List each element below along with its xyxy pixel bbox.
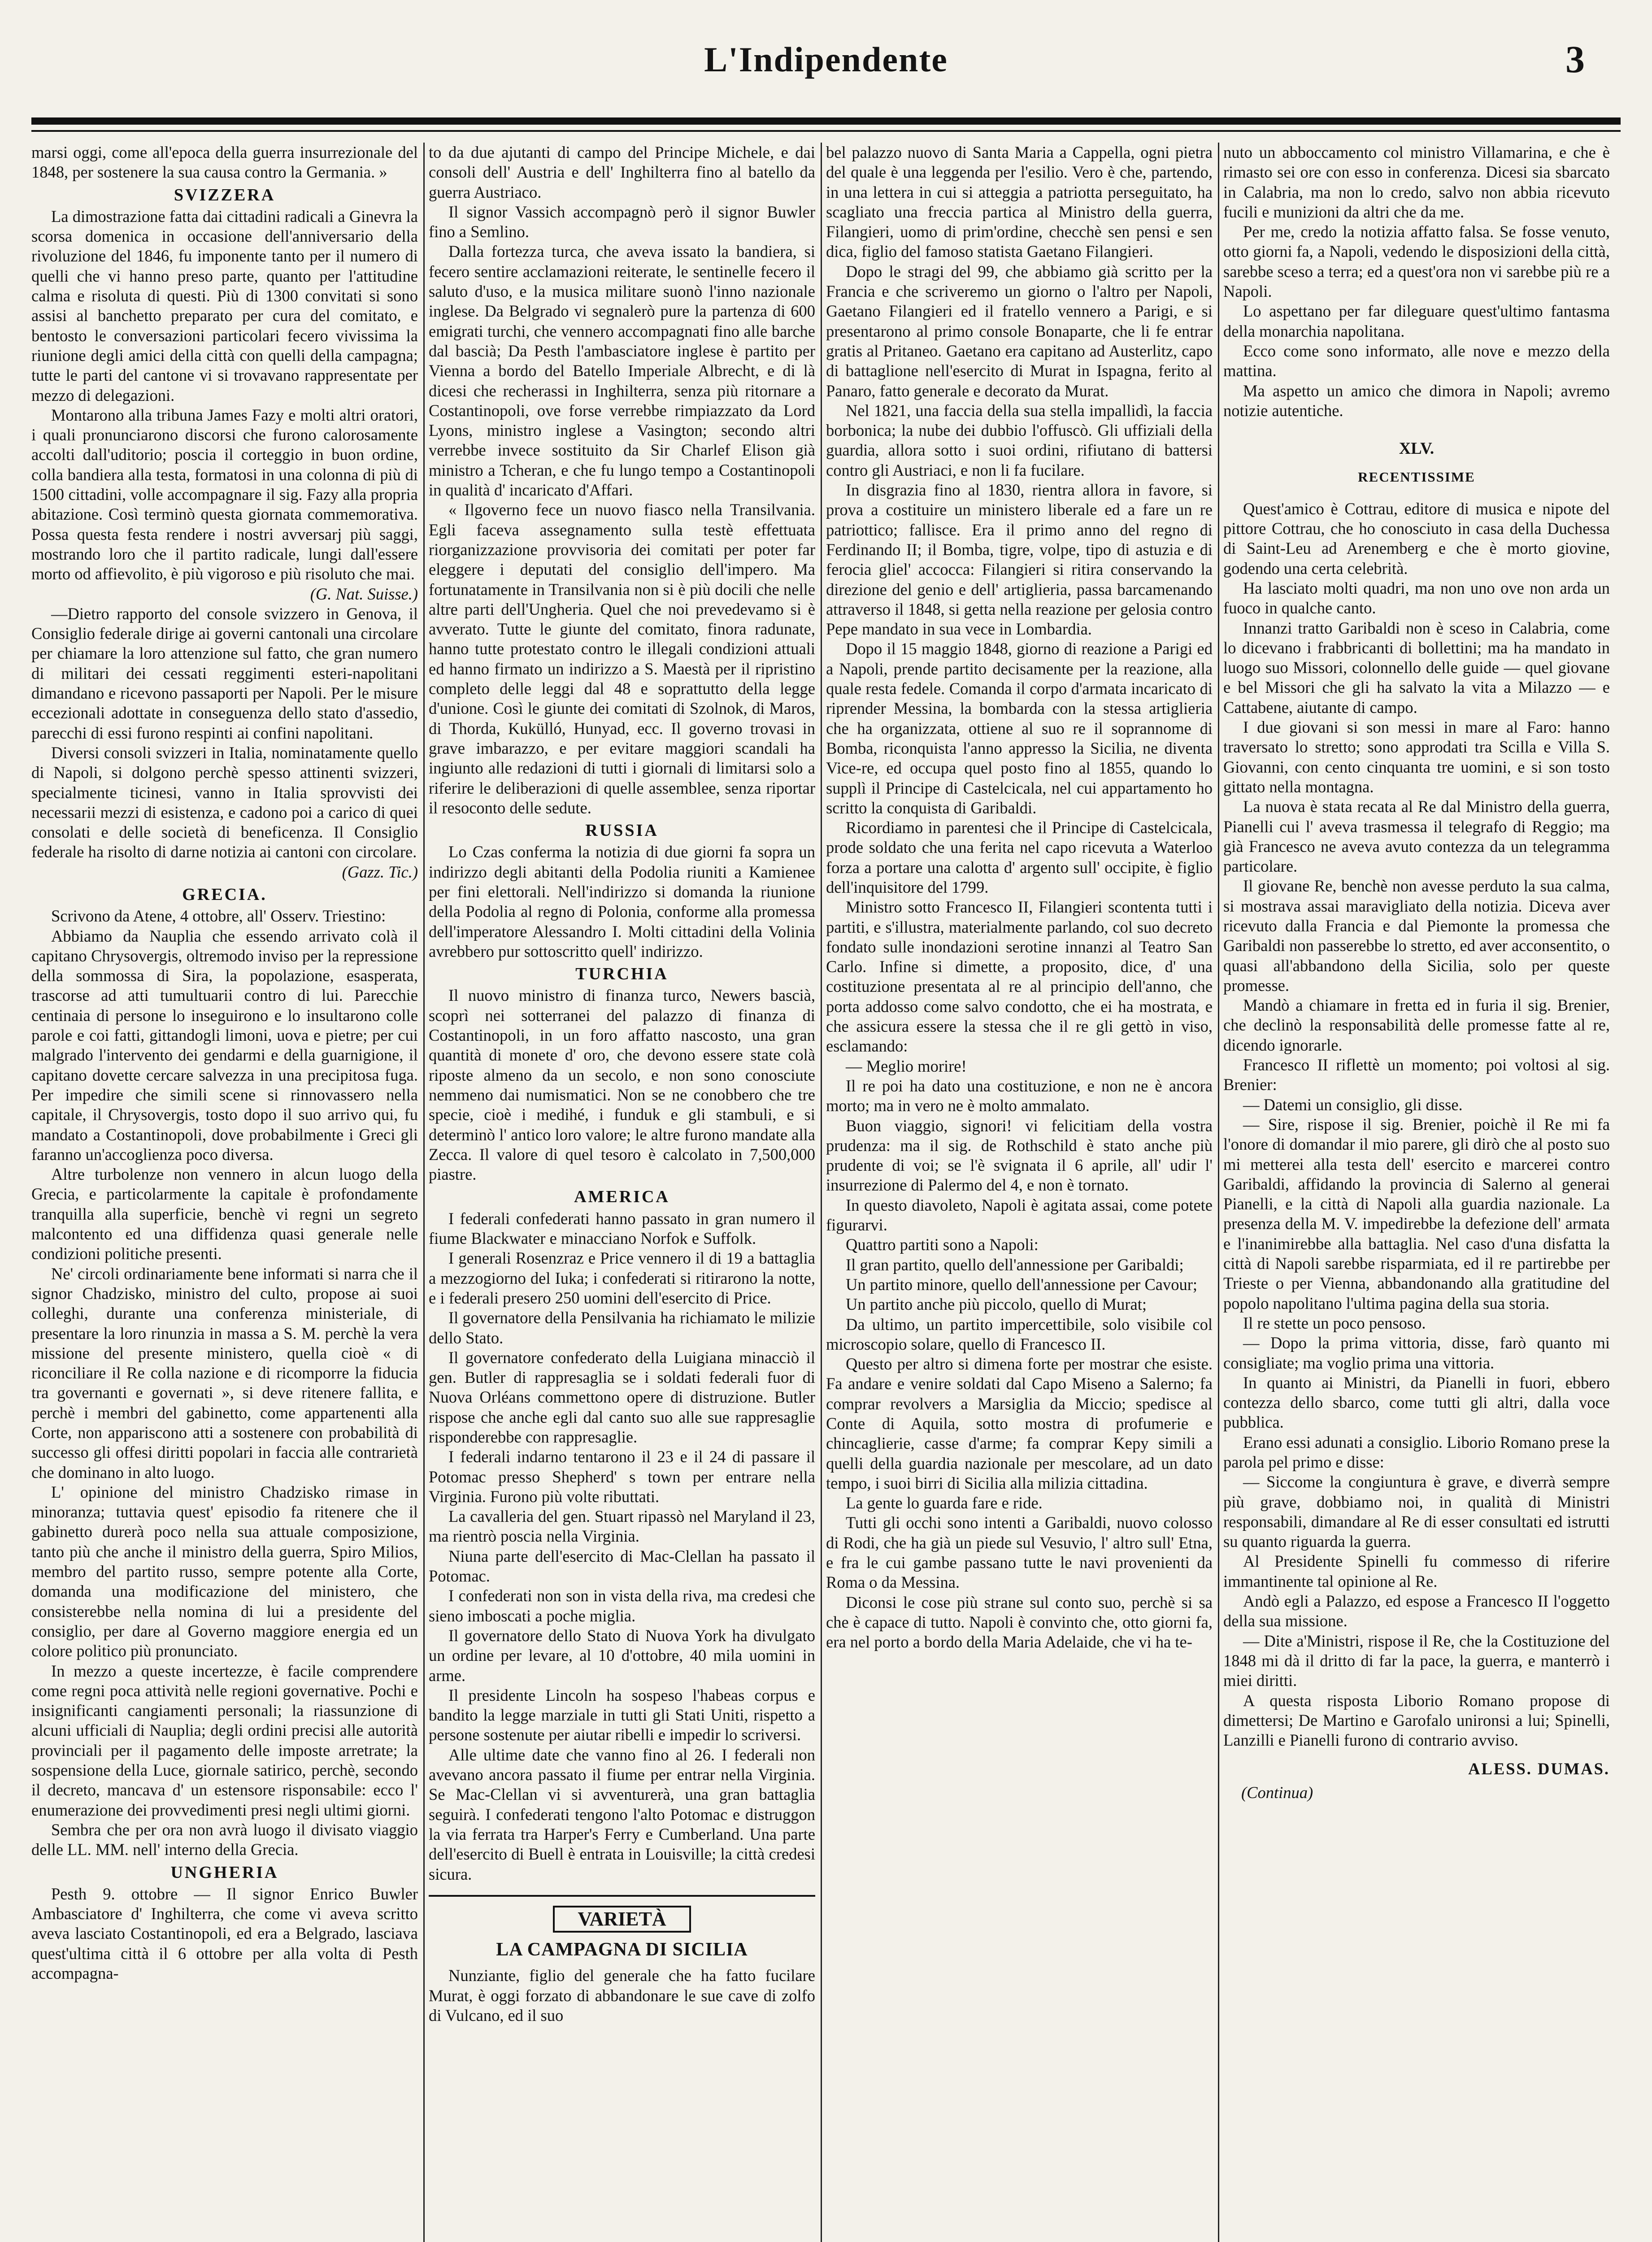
paragraph: bel palazzo nuovo di Santa Maria a Cappella, ogni pietra del quale è una leggenda per l'esilio. Vero è che, partendo, in una lettera in cui si atteggia a patriotta perseguitato, ha scagliato una freccia partica al Ministro della guerra, Filangieri, uomo di prim'ordine, checchè sen pensi e sen dica, figlio del famoso statista Gaetano Filangieri. <box>826 143 1213 261</box>
paragraph: Scrivono da Atene, 4 ottobre, all' Osserv. Triestino: <box>51 907 386 925</box>
paragraph: marsi oggi, come all'epoca della guerra insurrezionale del 1848, per sostenere la sua causa contro la Germania. » <box>31 143 418 182</box>
paragraph: Pesth 9. ottobre — Il signor Enrico Buwler Ambasciatore d' Inghilterra, che come vi aveva scritto aveva lasciato Costantinopoli, ed era a Belgrado, lasciava quest'ultima città il 6 ottobre per alla volta di Pesth accompagna- <box>31 1884 418 1983</box>
paragraph: Nunziante, figlio del generale che ha fatto fucilare Murat, è oggi forzato di abbandonare le sue cave di zolfo di Vulcano, ed il suo <box>429 1966 815 2025</box>
paragraph: — Siccome la congiuntura è grave, e diverrà sempre più grave, dobbiamo noi, in qualità di Ministri responsabili, dimandare al Re di esser consultati ed istrutti su quanto riguarda la guerra. <box>1223 1473 1610 1551</box>
paragraph: Mandò a chiamare in fretta ed in furia il sig. Brenier, che declinò la responsabilità delle promesse fatte al re, dicendo ignorarle. <box>1223 996 1610 1054</box>
paragraph: — Sire, rispose il sig. Brenier, poichè il Re mi fa l'onore di domandar il mio parere, gli dirò che al posto suo mi metterei alla testa dell' esercito e marcerei contro Garibaldi, affidando la provincia di Salerno al generai Pianelli, e la città di Napoli alla guardia nazionale. La presenza della M. V. impedirebbe la defezione dell' armata e l'inanimirebbe alla battaglia. Nel caso d'una disfatta la città di Napoli sarebbe risparmiata, ed il re partirebbe per Trieste o per Vienna, abbandonando alla gratitudine del popolo napolitano l'ultima pagina della sua storia. <box>1223 1115 1610 1312</box>
paragraph: Il re stette un poco pensoso. <box>1243 1313 1426 1332</box>
column-1 <box>31 143 418 2242</box>
paragraph: Ricordiamo in parentesi che il Principe di Castelcicala, prode soldato che una ferita nel capo ricevuta a Waterloo forza a portare una calotta d' argento sull' occipite, è figlio dell'inquisitore del 1799. <box>826 818 1213 896</box>
paragraph: Niuna parte dell'esercito di Mac-Clellan ha passato il Potomac. <box>429 1547 815 1586</box>
paragraph: Innanzi tratto Garibaldi non è sceso in Calabria, come lo dicevano i frabbricanti di bollettini; ma ha mandato in luogo suo Missori, colonnello delle guide — quel giovane e bel Missori che gli ha salvato la vita a Milazzo — e Cattabene, aiutante di campo. <box>1223 618 1610 717</box>
paragraph: Lo aspettano per far dileguare quest'ultimo fantasma della monarchia napolitana. <box>1223 302 1610 340</box>
varieta-heading: VARIETÀ <box>553 1906 691 1933</box>
paragraph: La nuova è stata recata al Re dal Ministro della guerra, Pianelli cui l' aveva trasmessa il telegrafo di Reggio; ma già Francesco ne aveva avuto contezza da un telegramma particolare. <box>1223 797 1610 876</box>
page-number: 3 <box>1565 38 1585 81</box>
paragraph: Dopo le stragi del 99, che abbiamo già scritto per la Francia e che scriveremo un giorno o l'altro per Napoli, Gaetano Filangieri ed il fratello vennero a Parigi, e si presentarono al primo console Bonaparte, che li fe entrar gratis al Pritaneo. Gaetano era capitano ad Austerlitz, capo di battaglione nell'esercito di Murat in Ispagna, ferito al Panaro, fatto generale e decorato da Murat. <box>826 262 1213 400</box>
paragraph: L' opinione del ministro Chadzisko rimase in minoranza; tuttavia quest' episodio fa ritenere che il gabinetto durerà poco nella sua attuale composizione, tanto più che anche il ministro della guerra, Spiro Milios, membro del partito russo, sempre potente alla Corte, domanda una modificazione del ministero, che consisterebbe nella nomina di lui a presidente del consiglio, per dare al Governo maggiore energia ed un colore politico più pronunciato. <box>31 1482 418 1660</box>
paragraph: to da due ajutanti di campo del Principe Michele, e dai consoli dell' Austria e dell' Inghilterra fino al batello da guerra Austriaco. <box>429 143 815 201</box>
paragraph: La dimostrazione fatta dai cittadini radicali a Ginevra la scorsa domenica in occasione dell'anniversario della rivoluzione del 1846, fu imponente tanto per il numero di quelli che vi hanno preso parte, quanto per l'attitudine calma e risoluta di questi. Più di 1300 convitati si sono assisi al banchetto preparato per cura del comitato, e bentosto le conversazioni particolari fecero vivissima la riunione degli amici della città con quelli della campagna; tutte le parti del cantone vi si trovavano rappresentate per mezzo di delegazioni. <box>31 207 418 404</box>
paragraph: Il governatore della Pensilvania ha richiamato le milizie dello Stato. <box>429 1308 815 1347</box>
section-heading: UNGHERIA <box>170 1863 279 1882</box>
paragraph: Nel 1821, una faccia della sua stella impallidì, la faccia borbonica; la nube dei dubbio l'offuscò. Gli uffiziali della guardia, allora sotto i suoi ordini, rifiutano di battersi contro gli Austriaci, e non li fa fucilare. <box>826 401 1213 479</box>
paragraph: Alle ultime date che vanno fino al 26. I federali non avevano ancora passato il fiume per entrar nella Virginia. Se Mac-Clellan vi si avventurerà, una gran battaglia seguirà. I confederati tengono l'alto Potomac e distruggon la via ferrata tra Harper's Ferry e Cumberland. Una parte dell'esercito di Buell è entrata in Louisville; la città credesi sicura. <box>429 1745 815 1883</box>
paragraph: I due giovani si son messi in mare al Faro: hanno traversato lo stretto; sono approdati tra Scilla e Villa S. Giovanni, con cento cinquanta tre uomini, e si son tosto gittato nella montagna. <box>1223 718 1610 796</box>
paragraph: In mezzo a queste incertezze, è facile comprendere come regni poca attività nelle regioni governative. Pochi e insignificanti cangiamenti personali; la riassunzione di alcuni ufficiali di Nauplia; degli ordini precisi alle autorità provinciali per il pagamento delle imposte arretrate; la sospensione della Luce, giornale satirico, perchè, secondo il decreto, mancava d' un estensore risponsabile: ecco l' enumerazione dei provvedimenti presi negli ultimi giorni. <box>31 1661 418 1819</box>
paragraph: In questo diavoleto, Napoli è agitata assai, come potete figurarvi. <box>826 1195 1213 1234</box>
paragraph: Per me, credo la notizia affatto falsa. Se fosse venuto, otto giorni fa, a Napoli, vedendo le disposizioni della città, sarebbe sceso a terra; ed a quest'ora non vi sarebbe più re a Napoli. <box>1223 222 1610 301</box>
paragraph: Il signor Vassich accompagnò però il signor Buwler fino a Semlino. <box>429 202 815 241</box>
paragraph: A questa risposta Liborio Romano propose di dimettersi; De Martino e Garofalo unironsi a lui; Spinelli, Lanzilli e Pianelli furono di contrario avviso. <box>1223 1691 1610 1750</box>
paragraph: Ecco come sono informato, alle nove e mezzo della mattina. <box>1223 341 1610 380</box>
feuilleton-section <box>429 1895 815 2025</box>
section-heading: RUSSIA <box>585 821 659 840</box>
column-4 <box>1223 143 1610 2242</box>
paragraph: Il giovane Re, benchè non avesse perduto la sua calma, si mostrava assai maravigliato della notizia. Diceva aver ricevuto dalla Francia e dal Piemonte la promessa che Garibaldi non passerebbe lo stretto, ed aver acconsentito, o quasi all'abbandono della Sicilia, solo per queste promesse. <box>1223 877 1610 995</box>
paragraph: Francesco II riflettè un momento; poi voltosi al sig. Brenier: <box>1223 1056 1610 1094</box>
paragraph: Altre turbolenze non vennero in alcun luogo della Grecia, e particolarmente la capitale è profondamente tranquilla alla superficie, benchè vi regni un segreto malcontento ed una diffidenza quasi generale nelle condizioni politiche presenti. <box>31 1165 418 1263</box>
paragraph: Il re poi ha dato una costituzione, e non ne è ancora morto; ma in vero ne è molto ammalato. <box>826 1076 1213 1115</box>
paragraph: Dalla fortezza turca, che aveva issato la bandiera, si fecero sentire acclamazioni reiterate, le sentinelle fecero il saluto d'uso, e la musica militare suonò l'inno nazionale inglese. Da Belgrado vi segnalerò pure la partenza di 600 emigrati turchi, che vennero accompagnati fino alle barche dal bascià; Da Pesth l'ambasciatore inglese è partito per Vienna a bordo del Batello Imperiale Albrecht, e di là dicesi che recherassi in Inghilterra, senza più ritornare a Costantinopoli, ove forse verrebbe rimpiazzato da Lord Lyons, ministro inglese a Vasington; secondo altri verrebbe invece sostituito da Sir Charlef Elison già ministro a Tcheran, e che fu lungo tempo a Costantinopoli in qualità d' incaricato d'Affari. <box>429 242 815 500</box>
paragraph: — Meglio morire! <box>846 1056 967 1075</box>
paragraph: — Datemi un consiglio, gli disse. <box>1243 1095 1463 1114</box>
paragraph: Quest'amico è Cottrau, editore di musica e nipote del pittore Cottrau, che ho conosciuto in casa della Duchessa di Saint-Leu ad Arenemberg e che è morto giovine, godendo una certa celebrità. <box>1223 499 1610 578</box>
paragraph: Tutti gli occhi sono intenti a Garibaldi, nuovo colosso di Rodi, che ha già un piede sul Vesuvio, l' altro sull' Etna, e fra le cui gambe passano tutte le navi provenienti da Roma o da Messina. <box>826 1513 1213 1592</box>
paragraph: « Ilgoverno fece un nuovo fiasco nella Transilvania. Egli faceva assegnamento sulla testè effettuata riorganizzazione provvisoria dei comitati per poter far eleggere i deputati del consiglio dell'impero. Ma fortunatamente in Transilvania non si è più docili che nelle altre parti dell'Ungheria. Quel che noi prevedevamo si è avverato. Tutte le giunte del comitato, finora radunate, hanno tutte protestato contro le illegali condizioni attuali ed hanno firmato un indirizzo a S. Maestà per il ripristino completo delle leggi dal 48 e soprattutto della legge d'unione. Così le giunte dei comitati di Szolnok, di Maros, di Thorda, Kukülló, Hunyad, ecc. Il governo trovasi in grave imbarazzo, e per evitare maggiori scandali ha ingiunto alle redazioni di tutti i giornali di limitarsi solo a riferire le deliberazioni di quelle assemblee, senza riportar il resoconto delle sedute. <box>429 500 815 817</box>
paragraph: Il governatore confederato della Luigiana minacciò il gen. Butler di rappresaglia se i soldati federali fuor di Nuova Orléans commettono opere di distruzione. Butler rispose che anche egli dal canto suo alle sue rappresaglie risponderebbe con rappresaglie. <box>429 1348 815 1446</box>
paragraph: Sembra che per ora non avrà luogo il divisato viaggio delle LL. MM. nell' interno della Grecia. <box>31 1820 418 1859</box>
paragraph: — Dopo la prima vittoria, disse, farò quanto mi consigliate; ma voglio prima una vittoria. <box>1223 1334 1610 1372</box>
paragraph: I federali confederati hanno passato in gran numero il fiume Blackwater e minacciano Norfok e Suffolk. <box>429 1209 815 1248</box>
feuilleton-title: LA CAMPAGNA DI SICILIA <box>496 1939 748 1960</box>
continued-note: (Continua) <box>1241 1783 1313 1802</box>
section-heading: TURCHIA <box>575 965 669 984</box>
paragraph: Al Presidente Spinelli fu commesso di riferire immantinente tal opinione al Re. <box>1223 1552 1610 1590</box>
chapter-subtitle: RECENTISSIME <box>1358 469 1475 485</box>
source-citation: (Gazz. Tic.) <box>342 862 418 881</box>
paragraph: I confederati non son in vista della riva, ma credesi che sieno imboscati a poche miglia. <box>429 1586 815 1625</box>
paragraph: Ma aspetto un amico che dimora in Napoli; avremo notizie autentiche. <box>1223 381 1610 420</box>
paragraph: Diconsi le cose più strane sul conto suo, perchè si sa che è capace di tutto. Napoli è convinto che, otto giorni fa, era nel porto a bordo della Maria Adelaide, che vi ha te- <box>826 1593 1213 1651</box>
paragraph: Ha lasciato molti quadri, ma non uno ove non arda un fuoco in qualche canto. <box>1223 578 1610 617</box>
column-2 <box>429 143 815 2242</box>
chapter-number: XLV. <box>1399 439 1435 458</box>
paragraph: Da ultimo, un partito impercettibile, solo visibile col microscopio solare, quello di Francesco II. <box>826 1315 1213 1353</box>
paragraph: Diversi consoli svizzeri in Italia, nominatamente quello di Napoli, si dolgono perchè spesso attinenti svizzeri, specialmente ticinesi, vanno in Italia sprovvisti dei necessarii mezzi di esistenza, e cadono poi a carico di quei consolati e delle società di beneficenza. Il Consiglio federale ha risolto di darne notizia ai cantoni con circolare. <box>31 743 418 861</box>
paragraph: Un partito minore, quello dell'annessione per Cavour; <box>846 1275 1198 1294</box>
paragraph: Ministro sotto Francesco II, Filangieri scontenta tutti i partiti, e s'illustra, materialmente parlando, col suo decreto fondato sulle inondazioni serotine innanzi al Teatro San Carlo. Infine si dimette, a proposito, dice, d' una costituzione presentata al re al principio dell'anno, che porta addosso come salvo condotto, che ei ha mostrata, e che assicura essere la stessa che il re gli gettò in viso, esclamando: <box>826 898 1213 1056</box>
paragraph: Dopo il 15 maggio 1848, giorno di reazione a Parigi ed a Napoli, prende partito decisamente per la reazione, alla quale resta fedele. Comanda il corpo d'armata incaricato di riprender Messina, la bombarda con la stessa artiglieria che ha organizzata, ottiene al suo re il soprannome di Bomba, riconquista l'anno appresso la Sicilia, ne diventa Vice-re, ed occupa quel posto fino al 1855, quando lo supplì il Principe di Castelcicala, nel cui appartamento ho scritto la conquista di Garibaldi. <box>826 639 1213 817</box>
paragraph: Questo per altro si dimena forte per mostrar che esiste. Fa andare e venire soldati dal Capo Miseno a Salerno; fa comprar revolvers a Marsiglia da Miccio; spedisce al Conte di Aquila, sotto mostra di profumerie e chincaglierie, casse d'arme; fa comprar Kepy simili a quelli della guardia nazionale per mescolare, ad un dato tempo, i suoi birri di Sicilia alla milizia cittadina. <box>826 1355 1213 1492</box>
paragraph: La cavalleria del gen. Stuart ripassò nel Maryland il 23, ma rientrò poscia nella Virginia. <box>429 1507 815 1546</box>
paragraph: Andò egli a Palazzo, ed espose a Francesco II l'oggetto della sua missione. <box>1223 1592 1610 1630</box>
paragraph: In disgrazia fino al 1830, rientra allora in favore, si prova a costituire un ministero liberale ed a fare un re patriottico; fallisce. Era il primo anno del regno di Ferdinando II; il Bomba, tigre, volpe, tipo di astuzia e di ferocia gliel' accocca: Filangieri si ritira conservando la direzione del genio e dell' artiglieria, passa barcamenando attraverso il 1848, si getta nella reazione per gelosia contro Pepe mandato in sua vece in Lombardia. <box>826 481 1213 639</box>
paragraph: Quattro partiti sono a Napoli: <box>846 1235 1039 1254</box>
paragraph: Lo Czas conferma la notizia di due giorni fa sopra un indirizzo degli abitanti della Podolia riuniti a Kamienee per fini elettorali. Nell'indirizzo si domanda la riunione della Podolia al regno di Polonia, conforme alla promessa dell'imperatore Alessandro I. Molti cittadini della Volinia avrebbero pur sottoscritto quell' indirizzo. <box>429 843 815 960</box>
section-heading: AMERICA <box>574 1187 670 1207</box>
paragraph: Ne' circoli ordinariamente bene informati si narra che il signor Chadzisko, ministro del culto, propose ai suoi colleghi, durante una conferenza ministeriale, di presentare la loro rinunzia in massa a S. M. perchè la vera missione del presente ministero, quella cioè « di riconciliare il Re colla nazione e di ricomporre la fiducia tra governanti e governati », si deve ritenere fallita, e perchè i membri del gabinetto, come appartenenti alla Corte, non appariscono atti a sostenere con probabilità di successo gli offesi diritti popolari in faccia alle contrarietà che dominano in alto luogo. <box>31 1264 418 1482</box>
paragraph: Il presidente Lincoln ha sospeso l'habeas corpus e bandito la legge marziale in tutti gli Stati Uniti, rispetto a persone sostenute per aiutar ribelli e impedir lo scriversi. <box>429 1686 815 1744</box>
column-3 <box>826 143 1213 2242</box>
section-heading: GRECIA. <box>182 885 267 904</box>
masthead-rule <box>31 117 1621 125</box>
source-citation: (G. Nat. Suisse.) <box>310 584 418 603</box>
masthead-title: L'Indipendente <box>704 40 948 79</box>
columns-container <box>31 143 1621 2242</box>
paragraph: Abbiamo da Nauplia che essendo arrivato colà il capitano Chrysovergis, oltremodo inviso per la repressione della sommossa di Sira, la popolazione, esasperata, trascorse ad atti tumultuarii contro di lui. Parecchie centinaia di persone lo inseguirono e lo insultarono colle parole e coi fatti, gittandogli limoni, uova e pietre; per cui malgrado l'intervento dei gendarmi e della guarnigione, il capitano dovette cercare salvezza in una precipitosa fuga. Per impedire che simili scene si rinnovassero nella capitale, il Chrysovergis, tosto dopo il suo arrivo qui, fu mandato a Costantinopoli, dove probabilmente i Greci gli faranno un'accoglienza poco diversa. <box>31 926 418 1164</box>
section-heading: SVIZZERA <box>174 185 276 204</box>
paragraph: —Dietro rapporto del console svizzero in Genova, il Consiglio federale dirige ai governi cantonali una circolare per chiamare la loro attenzione sul fatto, che gran numero di militari dei cessati reggimenti esteri-napolitani dimandano e ricevono passaporti per Napoli. Per le misure eccezionali adottate in conseguenza dello stato d'assedio, parecchi di essi furono respinti ai confini napolitani. <box>31 604 418 742</box>
masthead-rule-thin <box>31 130 1621 132</box>
author-signature: ALESS. DUMAS. <box>1468 1760 1610 1778</box>
paragraph: nuto un abboccamento col ministro Villamarina, e che è rimasto sei ore con esso in conferenza. Dicesi sia sbarcato in Calabria, ma non lo credo, salvo non abbia ricevuto fucili e munizioni da altri che da me. <box>1223 143 1610 221</box>
paragraph: I federali indarno tentarono il 23 e il 24 di passare il Potomac presso Shepherd' s town per entrare nella Virginia. Furono più volte ributtati. <box>429 1447 815 1506</box>
paragraph: — Dite a'Ministri, rispose il Re, che la Costituzione del 1848 mi dà il dritto di far la pace, la guerra, e manterrò i miei diritti. <box>1223 1631 1610 1690</box>
paragraph: Montarono alla tribuna James Fazy e molti altri oratori, i quali pronunciarono discorsi che furono calorosamente accolti dall'uditorio; poscia il corteggio in buon ordine, colla bandiera alla testa, formatosi in una colonna di più di 1500 cittadini, volle accompagnare il sig. Fazy alla propria abitazione. Così terminò questa giornata commemorativa. Possa questa festa rendere i nostri avversarj più saggi, mostrando loro che il partito radicale, lungi dall'essere morto od affievolito, è più vigoroso e più risoluto che mai. <box>31 405 418 583</box>
paragraph: In quanto ai Ministri, da Pianelli in fuori, ebbero contezza dello sbarco, come tutti gli altri, dalla voce pubblica. <box>1223 1373 1610 1432</box>
paragraph: Il gran partito, quello dell'annessione per Garibaldi; <box>846 1255 1184 1274</box>
paragraph: Buon viaggio, signori! vi felicitiam della vostra prudenza: ma il sig. de Rothschild è stato anche più prudente di voi; se l'è svignata il 6 aprile, all' udir l' insurrezione di Palermo del 4, e non è tornato. <box>826 1116 1213 1195</box>
paragraph: Un partito anche più piccolo, quello di Murat; <box>846 1295 1147 1314</box>
paragraph: I generali Rosenzraz e Price vennero il di 19 a battaglia a mezzogiorno del Iuka; i confederati si ritirarono la notte, e i federali presero 250 uomini dell'esercito di Price. <box>429 1249 815 1307</box>
paragraph: Il nuovo ministro di finanza turco, Newers bascià, scoprì nei sotterranei del palazzo di finanza di Costantinopoli, in un foro affatto nascosto, una gran quantità di monete d' oro, che devono essere state colà riposte almeno da un secolo, e non sono conosciute nemmeno dai numismatici. Non se ne conobbero che tre specie, cioè i medihé, i funduk e gli stambuli, e si determinò l' antico loro valore; le altre furono mandate alla Zecca. Il valore di quel tesoro è calcolato in 7,500,000 piastre. <box>429 986 815 1184</box>
paragraph: Erano essi adunati a consiglio. Liborio Romano prese la parola pel primo e disse: <box>1223 1433 1610 1471</box>
paragraph: Il governatore dello Stato di Nuova York ha divulgato un ordine per levare, al 10 d'ottobre, 40 mila uomini in arme. <box>429 1626 815 1685</box>
paragraph: La gente lo guarda fare e ride. <box>846 1494 1043 1512</box>
